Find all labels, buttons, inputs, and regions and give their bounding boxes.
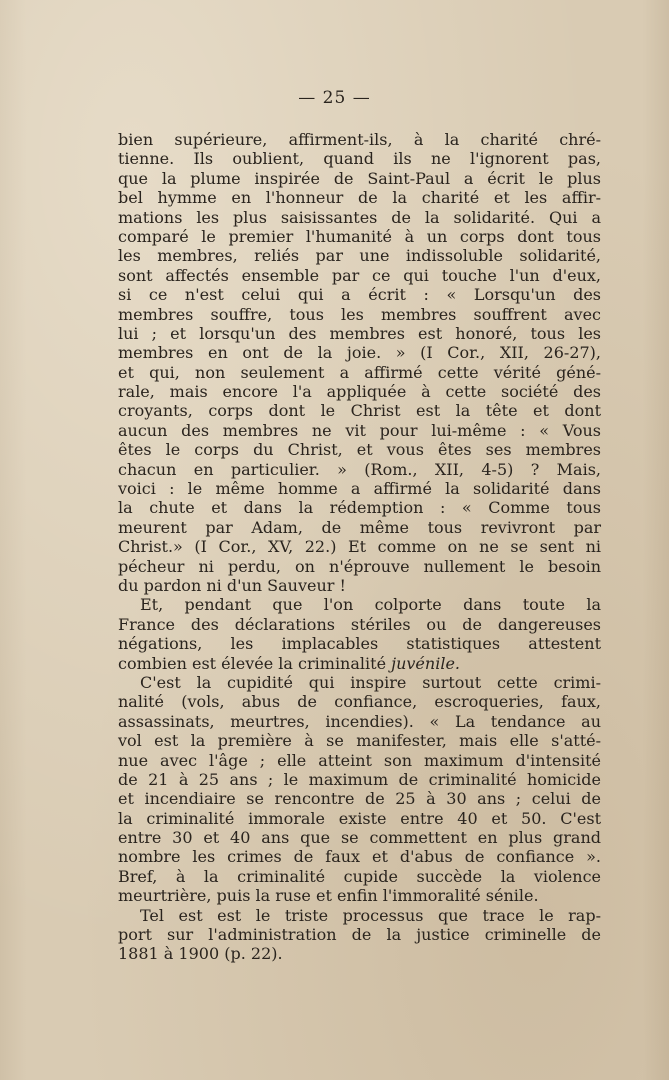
text-line: et incendiaire se rencontre de 25 à 30 ans ; celui de bbox=[118, 789, 601, 809]
text-line: membres en ont de la joie. » (I Cor., XII, 26-27), bbox=[118, 343, 601, 363]
text-line: vol est la première à se manifester, mais elle s'atté- bbox=[118, 731, 601, 751]
text-line: et qui, non seulement a affirmé cette vérité géné- bbox=[118, 362, 601, 382]
text-line: que la plume inspirée de Saint-Paul a écrit le plus bbox=[118, 168, 601, 188]
text-line: du pardon ni d'un Sauveur ! bbox=[118, 575, 346, 595]
text-line: C'est la cupidité qui inspire surtout cette crimi- bbox=[140, 672, 601, 692]
text-line: pécheur ni perdu, on n'éprouve nullement le besoin bbox=[118, 556, 601, 576]
text-line: Et, pendant que l'on colporte dans toute la bbox=[140, 595, 601, 615]
text-line: 1881 à 1900 (p. 22). bbox=[118, 944, 283, 964]
text-line: entre 30 et 40 ans que se commettent en plus grand bbox=[118, 828, 601, 848]
text-line: chacun en particulier. » (Rom., XII, 4-5) ? Mais, bbox=[118, 459, 601, 479]
paragraph-1 bbox=[118, 130, 601, 595]
text-line: Christ.» (I Cor., XV, 22.) Et comme on ne se sent ni bbox=[118, 537, 601, 557]
text-line: croyants, corps dont le Christ est la tête et dont bbox=[118, 401, 601, 421]
text-line: la criminalité immorale existe entre 40 et 50. C'est bbox=[118, 808, 601, 828]
text-line: rale, mais encore l'a appliquée à cette société des bbox=[118, 382, 601, 402]
text-line: aucun des membres ne vit pour lui-même : « Vous bbox=[118, 420, 601, 440]
text-line: nombre les crimes de faux et d'abus de confiance ». bbox=[118, 847, 601, 867]
text-line: tienne. Ils oublient, quand ils ne l'ignorent pas, bbox=[118, 149, 601, 169]
text-line: mations les plus saisissantes de la solidarité. Qui a bbox=[118, 207, 601, 227]
text-line: voici : le même homme a affirmé la solidarité dans bbox=[118, 479, 601, 499]
text-line: la chute et dans la rédemption : « Comme tous bbox=[118, 498, 601, 518]
text-line bbox=[118, 654, 601, 673]
text-line: êtes le corps du Christ, et vous êtes ses membres bbox=[118, 440, 601, 460]
text-line: sont affectés ensemble par ce qui touche l'un d'eux, bbox=[118, 265, 601, 285]
text-line: bien supérieure, affirment-ils, à la charité chré- bbox=[118, 130, 601, 149]
text-line: négations, les implacables statistiques attestent bbox=[118, 634, 601, 654]
paragraph-2 bbox=[118, 595, 601, 673]
text-line: meurtrière, puis la ruse et enfin l'immoralité sénile. bbox=[118, 886, 539, 906]
text-line: meurent par Adam, de même tous revivront par bbox=[118, 517, 601, 537]
text-line: France des déclarations stériles ou de dangereuses bbox=[118, 614, 601, 634]
page-number: — 25 — bbox=[298, 88, 371, 108]
text-line: port sur l'administration de la justice criminelle de bbox=[118, 925, 601, 945]
text-line: Bref, à la criminalité cupide succède la violence bbox=[118, 866, 601, 886]
text-line: bel hymme en l'honneur de la charité et les affir- bbox=[118, 188, 601, 208]
text-fragment: combien est élevée la criminalité bbox=[118, 653, 387, 673]
paragraph-3 bbox=[118, 673, 601, 906]
text-line: de 21 à 25 ans ; le maximum de criminalité homicide bbox=[118, 769, 601, 789]
text-line: Tel est est le triste processus que trace le rap- bbox=[140, 905, 601, 925]
text-line: assassinats, meurtres, incendies). « La tendance au bbox=[118, 711, 601, 731]
italic-word: juvénile. bbox=[391, 653, 460, 673]
paragraph-4 bbox=[118, 906, 601, 964]
text-line: les membres, reliés par une indissoluble solidarité, bbox=[118, 246, 601, 266]
text-line: nue avec l'âge ; elle atteint son maximum d'intensité bbox=[118, 750, 601, 770]
text-line: comparé le premier l'humanité à un corps dont tous bbox=[118, 226, 601, 246]
text-line: si ce n'est celui qui a écrit : « Lorsqu'un des bbox=[118, 285, 601, 305]
text-line: membres souffre, tous les membres souffrent avec bbox=[118, 304, 601, 324]
body-text bbox=[118, 130, 601, 964]
text-line: lui ; et lorsqu'un des membres est honoré, tous les bbox=[118, 323, 601, 343]
text-line: nalité (vols, abus de confiance, escroqueries, faux, bbox=[118, 692, 601, 712]
